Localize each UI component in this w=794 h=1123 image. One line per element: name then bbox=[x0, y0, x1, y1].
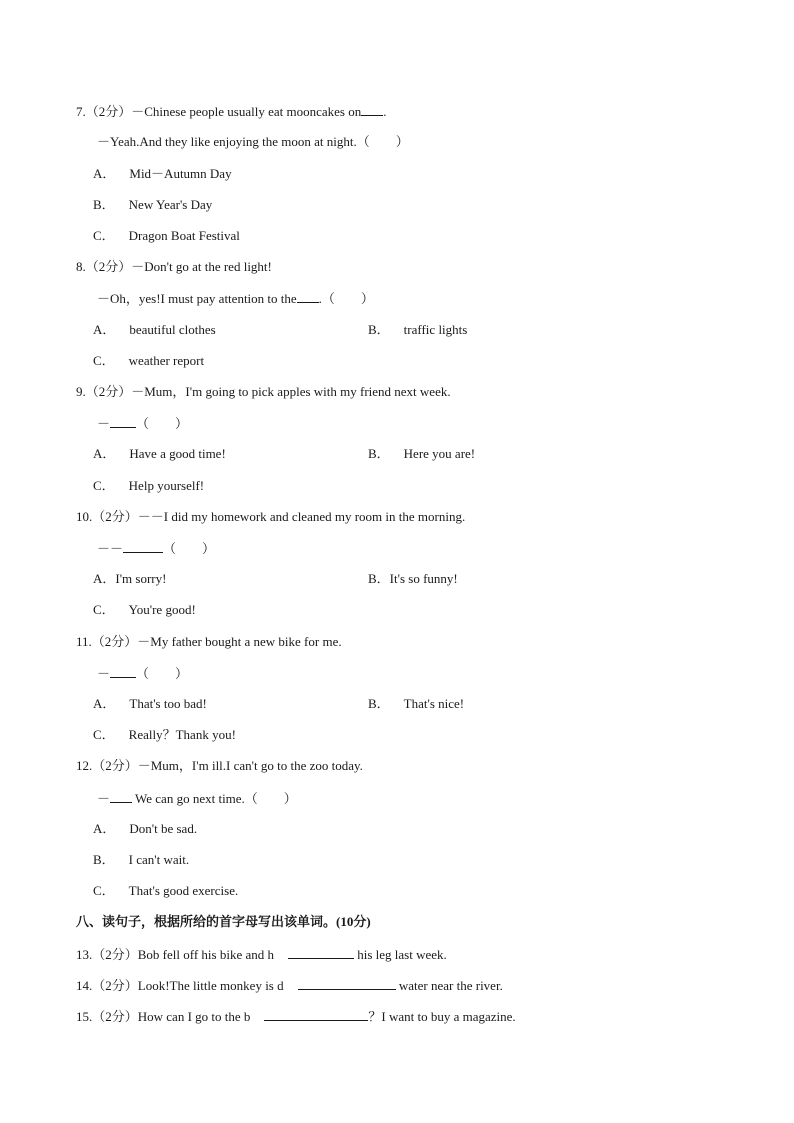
question-7-option-a[interactable]: A． Mid－Autumn Day bbox=[93, 166, 232, 181]
question-11-reply: － （ ） bbox=[97, 666, 189, 681]
question-15: 15.（2分）How can I go to the b ？I want to buy a magazine. bbox=[76, 1009, 516, 1024]
question-11-stem: 11.（2分）－My father bought a new bike for me. bbox=[76, 634, 342, 649]
question-8-option-a[interactable]: A． beautiful clothes bbox=[93, 322, 216, 337]
question-8-option-b[interactable]: B． traffic lights bbox=[368, 322, 468, 337]
question-7-option-c[interactable]: C． Dragon Boat Festival bbox=[93, 228, 240, 243]
question-12-option-a[interactable]: A． Don't be sad. bbox=[93, 821, 198, 836]
answer-blank[interactable] bbox=[298, 977, 396, 990]
question-11-option-a[interactable]: A． That's too bad! bbox=[93, 696, 207, 711]
answer-blank[interactable] bbox=[288, 946, 354, 959]
question-7-reply: －Yeah.And they like enjoying the moon at night.（ ） bbox=[97, 134, 409, 149]
question-8-reply: －Oh，yes!I must pay attention to the .（ ） bbox=[97, 291, 374, 306]
question-12-option-b[interactable]: B． I can't wait. bbox=[93, 852, 190, 867]
question-10-option-a[interactable]: A．I'm sorry! bbox=[93, 571, 167, 586]
answer-blank[interactable] bbox=[110, 665, 136, 678]
question-12-stem: 12.（2分）－Mum，I'm ill.I can't go to the zoo today. bbox=[76, 758, 363, 773]
answer-blank[interactable] bbox=[264, 1008, 368, 1021]
question-7-option-b[interactable]: B． New Year's Day bbox=[93, 197, 213, 212]
question-9-option-b[interactable]: B． Here you are! bbox=[368, 446, 476, 461]
question-10-option-b[interactable]: B．It's so funny! bbox=[368, 571, 458, 586]
answer-blank[interactable] bbox=[123, 540, 163, 553]
question-11-option-b[interactable]: B． That's nice! bbox=[368, 696, 465, 711]
question-7-stem: 7.（2分）－Chinese people usually eat mooncakes on . bbox=[76, 104, 387, 119]
question-12-reply: － We can go next time.（ ） bbox=[97, 791, 297, 806]
question-11-option-c[interactable]: C． Really？Thank you! bbox=[93, 727, 236, 742]
question-10-stem: 10.（2分）－－I did my homework and cleaned my room in the morning. bbox=[76, 509, 466, 524]
question-9-reply: － （ ） bbox=[97, 416, 189, 431]
answer-blank[interactable] bbox=[110, 790, 132, 803]
answer-blank[interactable] bbox=[297, 290, 319, 303]
answer-blank[interactable] bbox=[361, 103, 383, 116]
answer-blank[interactable] bbox=[110, 415, 136, 428]
question-10-reply: －－ （ ） bbox=[97, 541, 216, 556]
question-9-stem: 9.（2分）－Mum，I'm going to pick apples with my friend next week. bbox=[76, 384, 451, 399]
question-12-option-c[interactable]: C． That's good exercise. bbox=[93, 883, 239, 898]
question-8-stem: 8.（2分）－Don't go at the red light! bbox=[76, 259, 272, 274]
question-13: 13.（2分）Bob fell off his bike and h his leg last week. bbox=[76, 947, 447, 962]
question-10-option-c[interactable]: C． You're good! bbox=[93, 602, 196, 617]
section-heading: 八、读句子，根据所给的首字母写出该单词。(10分) bbox=[76, 914, 371, 929]
question-14: 14.（2分）Look!The little monkey is d water near the river. bbox=[76, 978, 503, 993]
question-8-option-c[interactable]: C． weather report bbox=[93, 353, 205, 368]
question-9-option-a[interactable]: A． Have a good time! bbox=[93, 446, 226, 461]
question-9-option-c[interactable]: C． Help yourself! bbox=[93, 478, 205, 493]
